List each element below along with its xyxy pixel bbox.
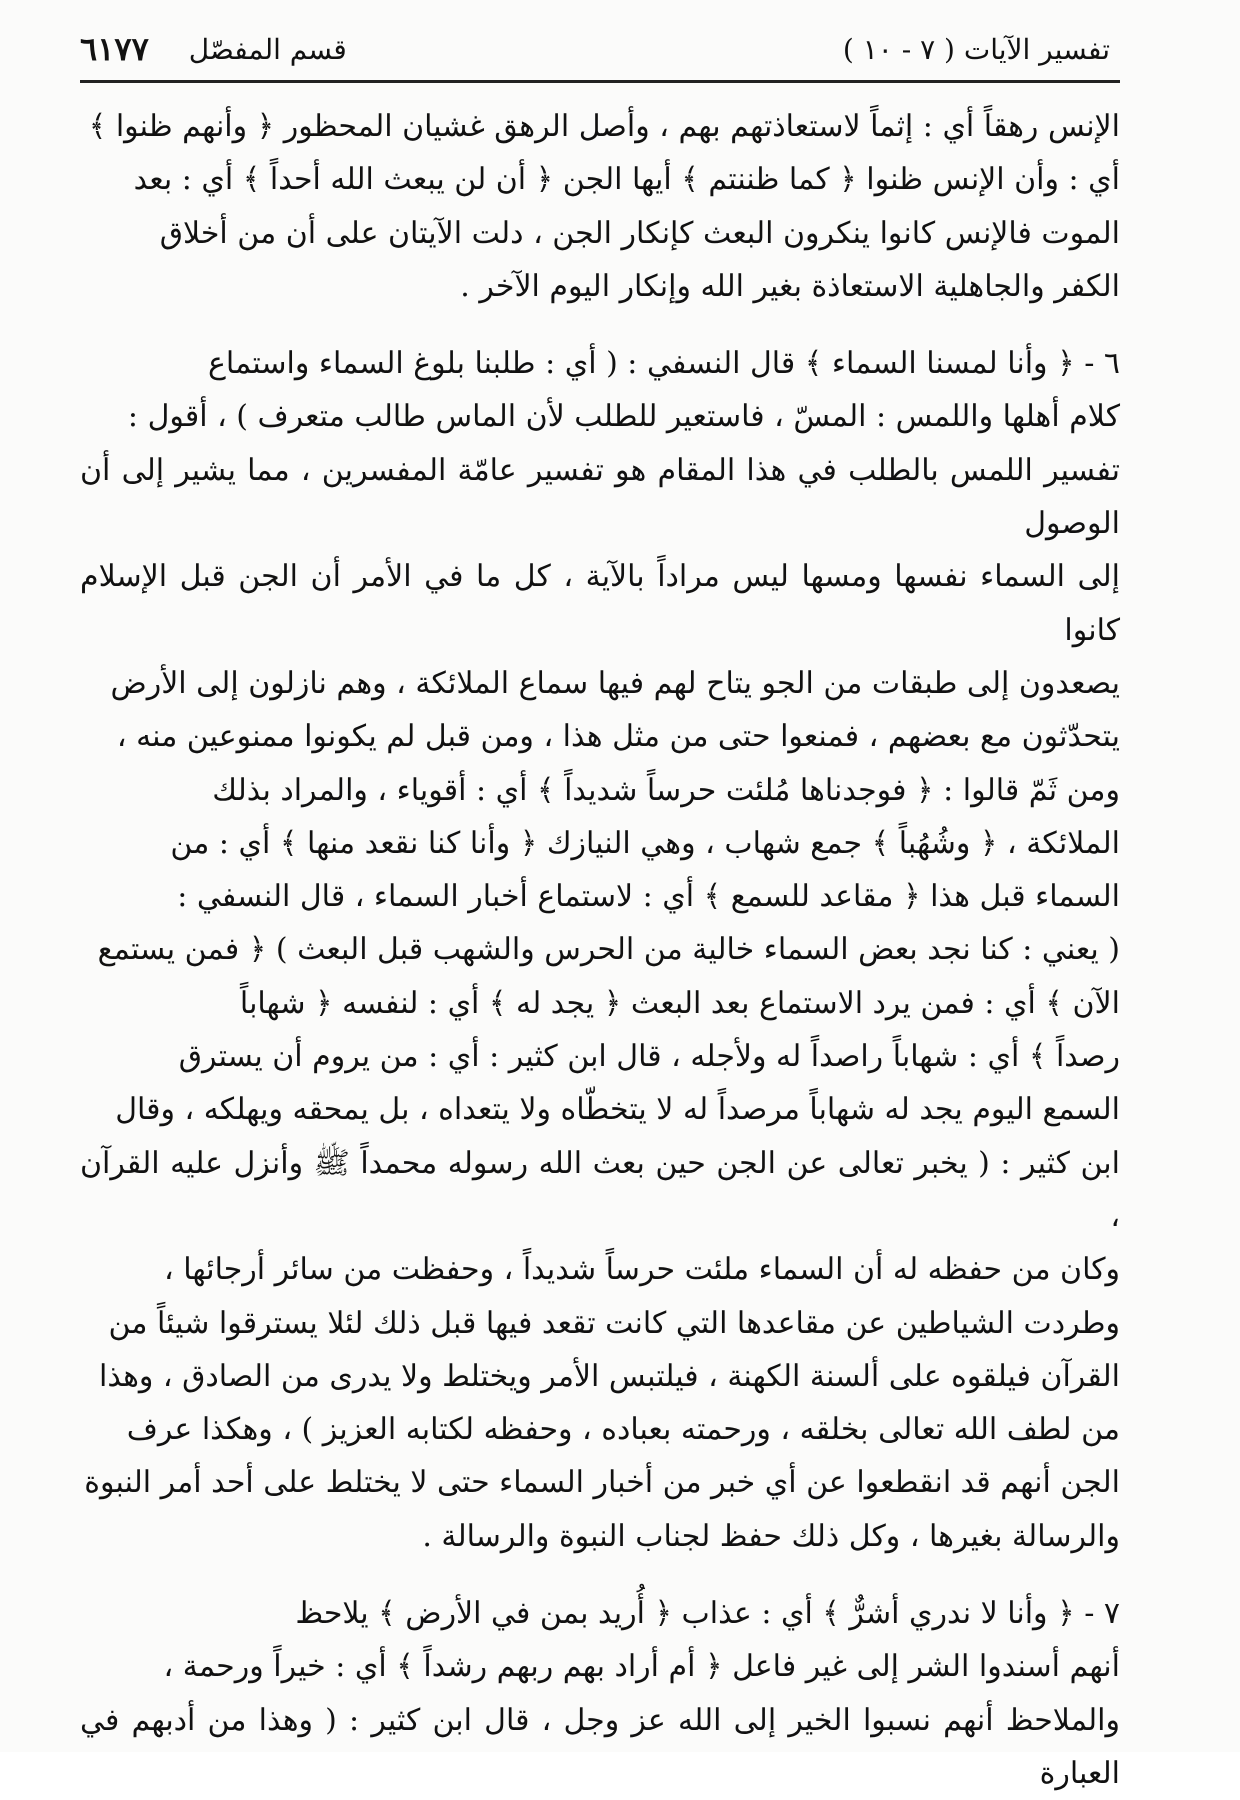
text-line: الملائكة ، ﴿ وشُهُباً ﴾ جمع شهاب ، وهي النيازك ﴿ وأنا كنا نقعد منها ﴾ أي : من <box>170 825 1120 861</box>
text-line: من لطف الله تعالى بخلقه ، ورحمته بعباده ، وحفظه لكتابه العزيز ) ، وهكذا عرف <box>126 1412 1120 1448</box>
text-line: كلام أهلها واللمس : المسّ ، فاستعير للطلب لأن الماس طالب متعرف ) ، أقول : <box>127 399 1120 435</box>
header-section: قسم المفصّل <box>188 32 347 66</box>
text-line: الإنس رهقاً أي : إثماً لاستعاذتهم بهم ، وأصل الرهق غشيان المحظور ﴿ وأنهم ظنوا ﴾ <box>88 109 1120 144</box>
text-line: يتحدّثون مع بعضهم ، فمنعوا حتى من مثل هذا ، ومن قبل لم يكونوا ممنوعين منه ، <box>116 719 1120 755</box>
page-number: ٦١٧٧ <box>80 30 149 68</box>
header-left-group <box>80 30 347 68</box>
text-line: السماء قبل هذا ﴿ مقاعد للسمع ﴾ أي : لاستماع أخبار السماء ، قال النسفي : <box>177 879 1120 915</box>
text-line: ( يعني : كنا نجد بعض السماء خالية من الحرس والشهب قبل البعث ) ﴿ فمن يستمع <box>97 932 1120 968</box>
text-line: الكفر والجاهلية الاستعاذة بغير الله وإنكار اليوم الآخر . <box>460 268 1120 304</box>
page-body <box>80 100 1120 1800</box>
page-header <box>80 18 1110 80</box>
text-line: ٦ - ﴿ وأنا لمسنا السماء ﴾ قال النسفي : ( أي : طلبنا بلوغ السماء واستماع <box>207 346 1120 382</box>
text-line: الجن أنهم قد انقطعوا عن أي خبر من أخبار السماء حتى لا يختلط على أحد أمر النبوة <box>84 1465 1120 1501</box>
text-line: الآن ﴾ أي : فمن يرد الاستماع بعد البعث ﴿ يجد له ﴾ أي : لنفسه ﴿ شهاباً <box>239 985 1120 1021</box>
text-line: يصعدون إلى طبقات من الجو يتاح لهم فيها سماع الملائكة ، وهم نازلون إلى الأرض <box>110 665 1120 701</box>
text-line: وطردت الشياطين عن مقاعدها التي كانت تقعد فيها قبل ذلك لئلا يسترقوا شيئاً من <box>108 1305 1120 1341</box>
header-title: تفسير الآيات ( ٧ - ١٠ ) <box>842 32 1110 66</box>
text-line: ٧ - ﴿ وأنا لا ندري أشرٌّ ﴾ أي : عذاب ﴿ أُريد بمن في الأرض ﴾ يلاحظ <box>295 1596 1120 1632</box>
text-line: رصداً ﴾ أي : شهاباً راصداً له ولأجله ، قال ابن كثير : أي : من يروم أن يسترق <box>178 1039 1120 1075</box>
paragraph-2 <box>80 337 1120 1563</box>
text-line: ابن كثير : ( يخبر تعالى عن الجن حين بعث الله رسوله محمداً ﷺ وأنزل عليه القرآن ، <box>80 1145 1120 1234</box>
text-line: ومن ثَمّ قالوا : ﴿ فوجدناها مُلئت حرساً شديداً ﴾ أي : أقوياء ، والمراد بذلك <box>212 772 1120 808</box>
text-line: الموت فالإنس كانوا ينكرون البعث كإنكار الجن ، دلت الآيتان على أن من أخلاق <box>159 215 1120 251</box>
text-line: أنهم أسندوا الشر إلى غير فاعل ﴿ أم أراد بهم ربهم رشداً ﴾ أي : خيراً ورحمة ، <box>163 1649 1120 1685</box>
text-line: أي : وأن الإنس ظنوا ﴿ كما ظننتم ﴾ أيها الجن ﴿ أن لن يبعث الله أحداً ﴾ أي : بعد <box>133 162 1120 198</box>
text-line: القرآن فيلقوه على ألسنة الكهنة ، فيلتبس الأمر ويختلط ولا يدرى من الصادق ، وهذا <box>98 1358 1120 1394</box>
text-line: والرسالة بغيرها ، وكل ذلك حفظ لجناب النبوة والرسالة . <box>422 1518 1120 1554</box>
text-line: السمع اليوم يجد له شهاباً مرصداً له لا يتخطّاه ولا يتعداه ، بل يمحقه ويهلكه ، وقال <box>115 1092 1120 1128</box>
text-line: إلى السماء نفسها ومسها ليس مراداً بالآية ، كل ما في الأمر أن الجن قبل الإسلام كانوا <box>80 559 1120 648</box>
paragraph-1 <box>80 100 1120 313</box>
header-rule <box>80 80 1120 83</box>
paragraph-3 <box>80 1587 1120 1800</box>
text-line: تفسير اللمس بالطلب في هذا المقام هو تفسير عامّة المفسرين ، مما يشير إلى أن الوصول <box>80 452 1120 542</box>
text-line: والملاحظ أنهم نسبوا الخير إلى الله عز وجل ، قال ابن كثير : ( وهذا من أدبهم في العبارة <box>80 1702 1121 1791</box>
text-line: وكان من حفظه له أن السماء ملئت حرساً شديداً ، وحفظت من سائر أرجائها ، <box>164 1252 1120 1288</box>
